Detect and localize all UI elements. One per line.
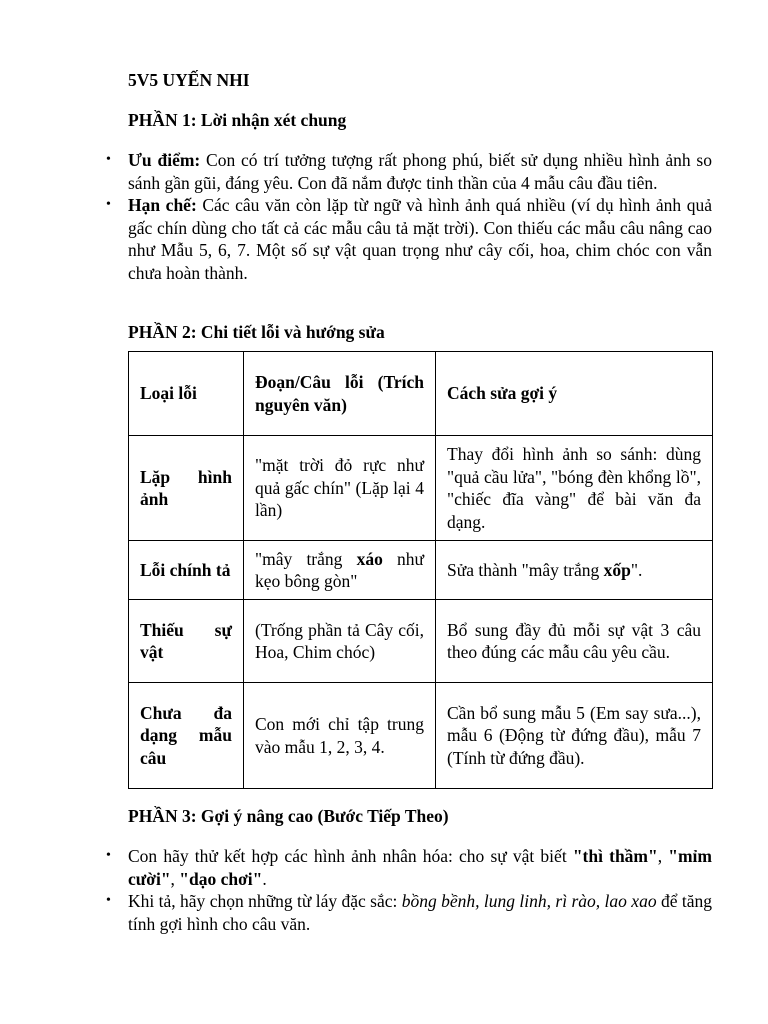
table-row bbox=[129, 683, 713, 789]
table-row bbox=[129, 541, 713, 600]
row4-fix: Cần bổ sung mẫu 5 (Em say sưa...), mẫu 6 (Động từ đứng đầu), mẫu 7 (Tính từ đứng đầu). bbox=[436, 683, 713, 789]
limitations-text: Các câu văn còn lặp từ ngữ và hình ảnh quá nhiều (ví dụ hình ảnh quả gấc chín dùng cho tất cả các mẫu câu tả mặt trời). Con thiếu các mẫu câu nâng cao như Mẫu 5, 6, 7. Một số sự vật quan trọng như cây cối, hoa, chim chóc con vẫn chưa hoàn thành. bbox=[128, 195, 712, 283]
row1-type: Lặp hình ảnh bbox=[129, 436, 244, 541]
student-name-heading: 5V5 UYẾN NHI bbox=[128, 70, 250, 90]
row1-fix: Thay đổi hình ảnh so sánh: dùng "quả cầu lửa", "bóng đèn khổng lồ", "chiếc đĩa vàng" để bài văn đa dạng. bbox=[436, 436, 713, 541]
general-comments-list bbox=[128, 149, 712, 284]
row2-type: Lỗi chính tả bbox=[129, 541, 244, 600]
table-row bbox=[129, 436, 713, 541]
part2-heading: PHẦN 2: Chi tiết lỗi và hướng sửa bbox=[128, 322, 385, 342]
row2-fix: Sửa thành "mây trắng xốp". bbox=[436, 541, 713, 600]
row1-quote: "mặt trời đỏ rực như quả gấc chín" (Lặp lại 4 lần) bbox=[244, 436, 436, 541]
list-item-strengths bbox=[128, 149, 712, 194]
strengths-label: Ưu điểm: bbox=[128, 150, 201, 170]
part3-heading: PHẦN 3: Gợi ý nâng cao (Bước Tiếp Theo) bbox=[128, 806, 449, 826]
strengths-text: Con có trí tưởng tượng rất phong phú, biết sử dụng nhiều hình ảnh so sánh gần gũi, đáng yêu. Con đã nắm được tinh thần của 4 mẫu câu đầu tiên. bbox=[128, 150, 712, 193]
row4-type: Chưa đa dạng mẫu câu bbox=[129, 683, 244, 789]
header-error-type: Loại lỗi bbox=[129, 352, 244, 436]
header-fix: Cách sửa gợi ý bbox=[436, 352, 713, 436]
row4-quote: Con mới chỉ tập trung vào mẫu 1, 2, 3, 4. bbox=[244, 683, 436, 789]
table-header-row bbox=[129, 352, 713, 436]
advanced-suggestions-list bbox=[128, 845, 712, 935]
limitations-label: Hạn chế: bbox=[128, 195, 197, 215]
row3-quote: (Trống phần tả Cây cối, Hoa, Chim chóc) bbox=[244, 600, 436, 683]
error-table bbox=[128, 351, 713, 789]
table-row bbox=[129, 600, 713, 683]
list-item-reduplicatives: • Khi tả, hãy chọn những từ láy đặc sắc: bồng bềnh, lung linh, rì rào, lao xao để tăng tính gợi hình cho câu văn. bbox=[128, 890, 712, 935]
row2-quote: "mây trắng xáo như kẹo bông gòn" bbox=[244, 541, 436, 600]
row3-type: Thiếu sự vật bbox=[129, 600, 244, 683]
row3-fix: Bổ sung đầy đủ mỗi sự vật 3 câu theo đúng các mẫu câu yêu cầu. bbox=[436, 600, 713, 683]
list-item-personification: • Con hãy thử kết hợp các hình ảnh nhân hóa: cho sự vật biết "thì thầm", "mỉm cười", "dạo chơi". bbox=[128, 845, 712, 890]
part1-heading: PHẦN 1: Lời nhận xét chung bbox=[128, 110, 347, 130]
list-item-limitations bbox=[128, 194, 712, 284]
header-error-quote: Đoạn/Câu lỗi (Trích nguyên văn) bbox=[244, 352, 436, 436]
